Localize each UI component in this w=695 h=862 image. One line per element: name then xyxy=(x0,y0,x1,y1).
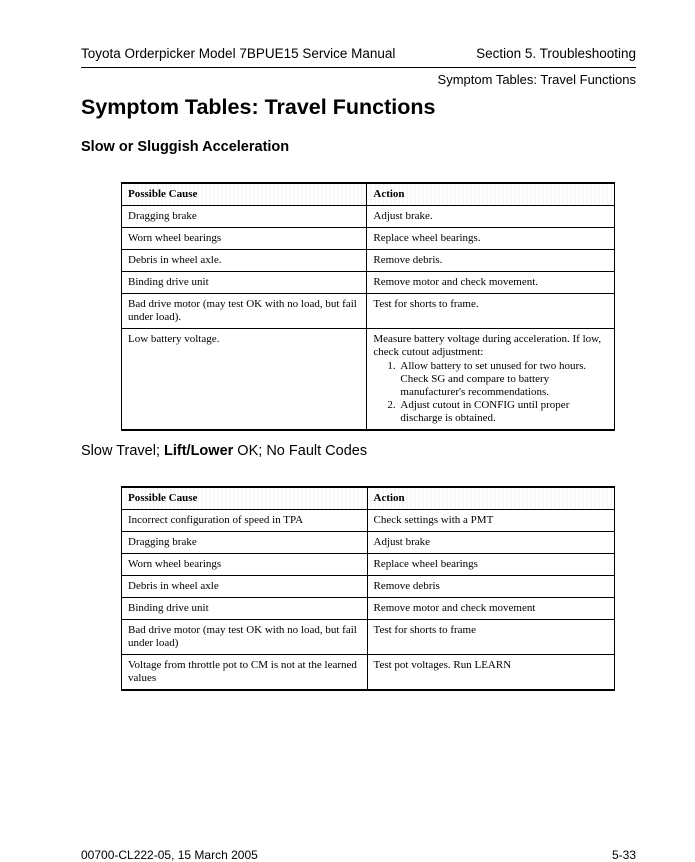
action-cell: Check settings with a PMT xyxy=(367,510,614,532)
cause-cell: Voltage from throttle pot to CM is not at the learned values xyxy=(122,655,368,691)
table-header-row xyxy=(122,487,615,510)
action-cell: Adjust brake. xyxy=(367,206,615,228)
footer-page-number: 5-33 xyxy=(611,848,636,862)
section-heading-slow-travel xyxy=(81,443,367,459)
action-cell: Test pot voltages. Run LEARN xyxy=(367,655,614,691)
heading-part: OK; xyxy=(233,443,267,459)
action-step: 1. Allow battery to set unused for two hours. Check SG and compare to battery manufacturer's recommendations. xyxy=(398,360,608,399)
table-row xyxy=(122,510,615,532)
header-subsection: Symptom Tables: Travel Functions xyxy=(437,72,636,87)
heading-part: Slow Travel; xyxy=(81,443,164,459)
slow-travel-symptom-table xyxy=(121,486,615,691)
action-step: 2. Adjust cutout in CONFIG until proper discharge is obtained. xyxy=(398,399,608,425)
table-row xyxy=(122,598,615,620)
cause-cell: Debris in wheel axle. xyxy=(122,250,367,272)
table-row xyxy=(122,294,615,329)
cause-cell: Binding drive unit xyxy=(122,598,368,620)
table-row xyxy=(122,620,615,655)
action-cell: Replace wheel bearings. xyxy=(367,228,615,250)
cause-cell: Debris in wheel axle xyxy=(122,576,368,598)
column-header-cause: Possible Cause xyxy=(122,183,367,206)
cause-cell: Incorrect configuration of speed in TPA xyxy=(122,510,368,532)
action-cell: Replace wheel bearings xyxy=(367,554,614,576)
action-cell: Remove debris xyxy=(367,576,614,598)
header-rule xyxy=(81,67,636,68)
heading-part: No Fault Codes xyxy=(266,443,368,459)
heading-part: Lift/Lower xyxy=(164,443,234,459)
section-heading-acceleration: Slow or Sluggish Acceleration xyxy=(81,139,290,155)
table-row xyxy=(122,576,615,598)
action-steps-list xyxy=(373,360,608,425)
table-row xyxy=(122,655,615,691)
page-title: Symptom Tables: Travel Functions xyxy=(81,95,436,119)
cause-cell: Binding drive unit xyxy=(122,272,367,294)
header-section: Section 5. Troubleshooting xyxy=(476,46,636,61)
table-row xyxy=(122,554,615,576)
table-row xyxy=(122,206,615,228)
cause-cell: Dragging brake xyxy=(122,532,368,554)
action-cell: Remove motor and check movement. xyxy=(367,272,615,294)
action-cell: Adjust brake xyxy=(367,532,614,554)
action-cell: Test for shorts to frame. xyxy=(367,294,615,329)
cause-cell: Worn wheel bearings xyxy=(122,228,367,250)
table-row xyxy=(122,532,615,554)
table-row xyxy=(122,272,615,294)
cause-cell: Bad drive motor (may test OK with no load, but fail under load). xyxy=(122,294,367,329)
footer-document-id: 00700-CL222-05, 15 March 2005 xyxy=(81,848,258,862)
action-cell xyxy=(367,329,615,431)
cause-cell: Low battery voltage. xyxy=(122,329,367,431)
table-header-row xyxy=(122,183,615,206)
table-row xyxy=(122,329,615,431)
acceleration-symptom-table xyxy=(121,182,615,431)
column-header-action: Action xyxy=(367,183,615,206)
action-cell: Remove debris. xyxy=(367,250,615,272)
cause-cell: Bad drive motor (may test OK with no load, but fail under load) xyxy=(122,620,368,655)
column-header-cause: Possible Cause xyxy=(122,487,368,510)
column-header-action: Action xyxy=(367,487,614,510)
action-cell: Test for shorts to frame xyxy=(367,620,614,655)
header-manual-title: Toyota Orderpicker Model 7BPUE15 Service Manual xyxy=(81,46,396,61)
table-row xyxy=(122,250,615,272)
action-text: Measure battery voltage during acceleration. If low, check cutout adjustment: xyxy=(373,333,602,358)
action-cell: Remove motor and check movement xyxy=(367,598,614,620)
table-row xyxy=(122,228,615,250)
cause-cell: Worn wheel bearings xyxy=(122,554,368,576)
cause-cell: Dragging brake xyxy=(122,206,367,228)
